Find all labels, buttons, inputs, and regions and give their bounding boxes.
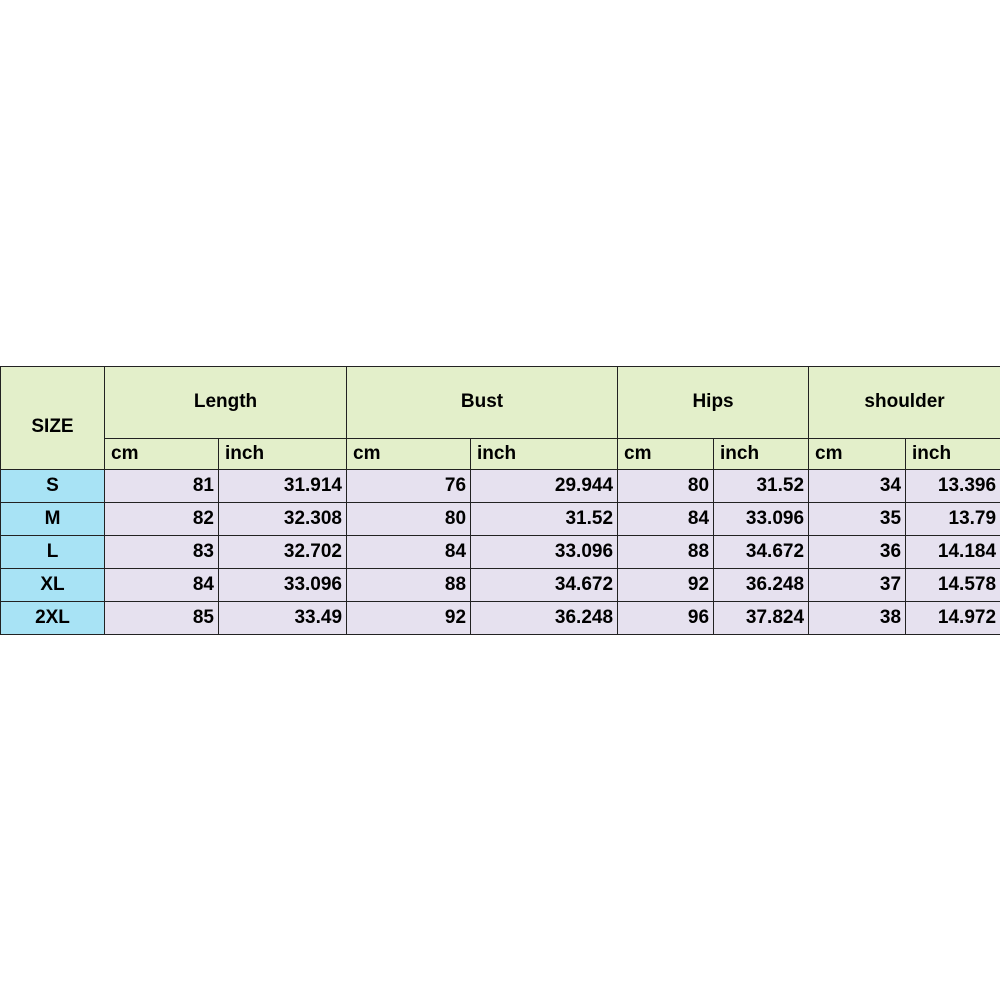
length-header: Length <box>105 367 347 439</box>
bust-header: Bust <box>347 367 618 439</box>
value-cell: 36 <box>809 536 906 569</box>
value-cell: 92 <box>618 569 714 602</box>
size-cell: S <box>1 470 105 503</box>
value-cell: 33.096 <box>714 503 809 536</box>
value-cell: 80 <box>618 470 714 503</box>
value-cell: 29.944 <box>471 470 618 503</box>
value-cell: 84 <box>105 569 219 602</box>
value-cell: 32.702 <box>219 536 347 569</box>
value-cell: 34.672 <box>471 569 618 602</box>
value-cell: 96 <box>618 602 714 635</box>
value-cell: 88 <box>618 536 714 569</box>
group-header-row <box>1 367 1000 439</box>
value-cell: 84 <box>618 503 714 536</box>
unit-header: inch <box>714 439 809 470</box>
value-cell: 85 <box>105 602 219 635</box>
table-row <box>1 470 1000 503</box>
table-row <box>1 536 1000 569</box>
shoulder-header: shoulder <box>809 367 1000 439</box>
value-cell: 31.52 <box>471 503 618 536</box>
unit-header: cm <box>618 439 714 470</box>
size-cell: XL <box>1 569 105 602</box>
unit-header: inch <box>906 439 1000 470</box>
value-cell: 14.972 <box>906 602 1000 635</box>
hips-header: Hips <box>618 367 809 439</box>
value-cell: 92 <box>347 602 471 635</box>
value-cell: 33.096 <box>219 569 347 602</box>
value-cell: 33.49 <box>219 602 347 635</box>
value-cell: 37 <box>809 569 906 602</box>
value-cell: 13.79 <box>906 503 1000 536</box>
size-cell: L <box>1 536 105 569</box>
value-cell: 34 <box>809 470 906 503</box>
value-cell: 34.672 <box>714 536 809 569</box>
value-cell: 33.096 <box>471 536 618 569</box>
value-cell: 14.578 <box>906 569 1000 602</box>
value-cell: 36.248 <box>714 569 809 602</box>
value-cell: 36.248 <box>471 602 618 635</box>
value-cell: 83 <box>105 536 219 569</box>
value-cell: 80 <box>347 503 471 536</box>
value-cell: 35 <box>809 503 906 536</box>
value-cell: 32.308 <box>219 503 347 536</box>
unit-header: cm <box>347 439 471 470</box>
value-cell: 31.52 <box>714 470 809 503</box>
value-cell: 76 <box>347 470 471 503</box>
unit-header: cm <box>809 439 906 470</box>
size-cell: 2XL <box>1 602 105 635</box>
unit-header: inch <box>219 439 347 470</box>
size-cell: M <box>1 503 105 536</box>
unit-header-row <box>1 439 1000 470</box>
value-cell: 14.184 <box>906 536 1000 569</box>
unit-header: inch <box>471 439 618 470</box>
value-cell: 81 <box>105 470 219 503</box>
size-chart-table <box>0 366 1000 635</box>
value-cell: 13.396 <box>906 470 1000 503</box>
table-row <box>1 602 1000 635</box>
value-cell: 31.914 <box>219 470 347 503</box>
table-row <box>1 569 1000 602</box>
table-row <box>1 503 1000 536</box>
value-cell: 37.824 <box>714 602 809 635</box>
size-column-header: SIZE <box>1 367 105 470</box>
value-cell: 82 <box>105 503 219 536</box>
value-cell: 88 <box>347 569 471 602</box>
unit-header: cm <box>105 439 219 470</box>
value-cell: 38 <box>809 602 906 635</box>
value-cell: 84 <box>347 536 471 569</box>
